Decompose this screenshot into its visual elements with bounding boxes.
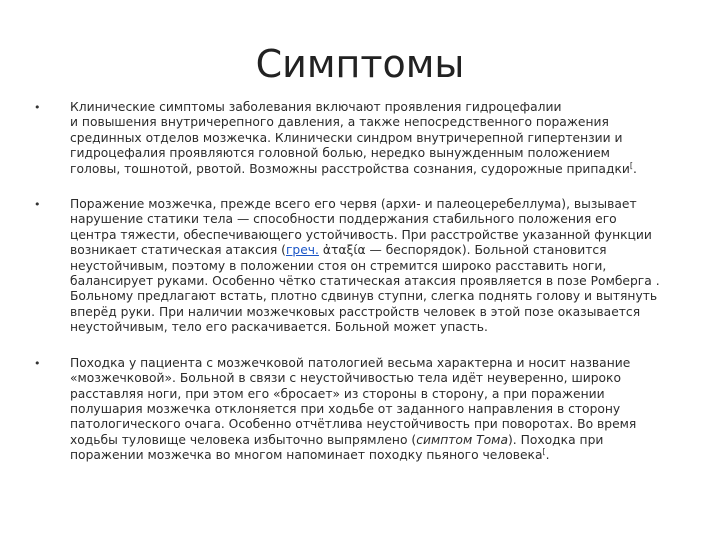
bullet-text <box>70 356 682 464</box>
bullet-list <box>32 100 682 464</box>
bullet-dot-icon: • <box>34 101 41 114</box>
bullet-text-end: . <box>633 161 637 176</box>
bullet-dot-icon: • <box>34 198 41 212</box>
bullet-item-gait <box>32 356 682 464</box>
footnote-marker[interactable]: [ <box>542 447 546 457</box>
greek-link[interactable]: греч. <box>285 243 319 258</box>
bullet-item-symptoms <box>32 100 682 177</box>
bullet-text-body: Клинические симптомы заболевания включают проявления гидроцефалии и повышения внутричерепного давления, а также непосредственного поражения срединных отделов мозжечка. Клинически синдром внутричерепной гипертензии и гидроцефалия проявляются головной болью, нередко вынужденным положением головы, тошнотой, рвотой. Возможны расстройства сознания, судорожные припадки <box>70 100 630 176</box>
bullet-text-before-italic: Походка у пациента с мозжечковой патологией весьма характерна и носит название «мозжечковой». Больной в связи с неустойчивостью тела идёт неуверенно, широко расставляя ноги, при этом его «бросает» из стороны в сторону, а при поражении полушария мозжечка отклоняется при ходьбе от заданного направления в сторону патологического очага. Особенно отчётлива неустойчивость при поворотах. Во время ходьбы туловище человека избыточно выпрямлено ( <box>70 355 637 447</box>
footnote-marker[interactable]: [ <box>629 160 634 170</box>
bullet-text-after-italic: ). Походка при поражении мозжечка во многом напоминает походку пьяного человека <box>70 432 604 463</box>
slide-title: Симптомы <box>255 42 465 86</box>
bullet-dot-icon: • <box>34 356 41 370</box>
bullet-text <box>70 100 682 177</box>
bullet-text-before-link: Поражение мозжечка, прежде всего его червя (архи- и палеоцеребеллума), вызывает нарушение статики тела — способности поддержания стабильного положения его центра тяжести, обеспечивающего устойчивость. При расстройстве указанной функции возникает статическая атаксия ( <box>70 197 652 258</box>
bullet-item-ataxia <box>32 197 682 336</box>
bullet-text-end: . <box>545 448 550 463</box>
bullet-text-after-link: ἀταξία — беспорядок). Больной становится неустойчивым, поэтому в положении стоя он стремится широко расставить ноги, балансирует руками. Особенно чётко статическая атаксия проявляется в позе Ромберга . Больному предлагают встать, плотно сдвинув ступни, слегка поднять голову и вытянуть вперёд руки. При наличии мозжечковых расстройств человек в этой позе оказывается неустойчивым, тело его раскачивается. Больной может упасть. <box>70 243 660 335</box>
thomas-symptom-term: симптом Тома <box>416 432 508 447</box>
bullet-text <box>70 197 682 336</box>
